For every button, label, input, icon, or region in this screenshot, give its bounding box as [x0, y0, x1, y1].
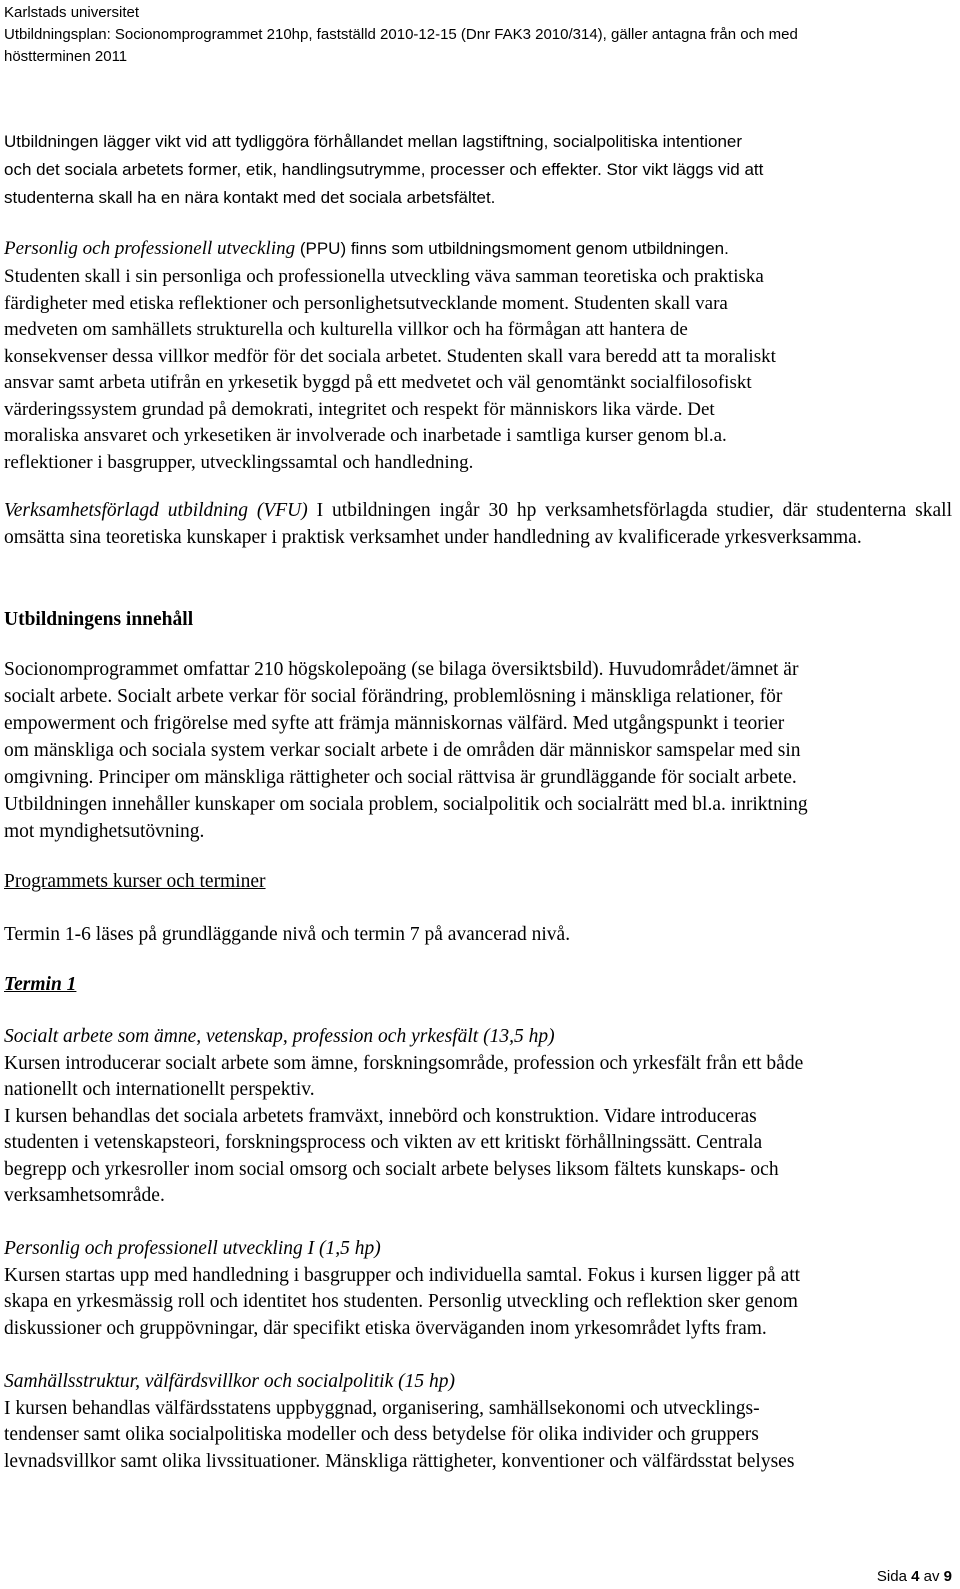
- ppu-line: konsekvenser dessa villkor medför för det sociala arbetet. Studenten skall vara beredd att ta moraliskt: [4, 345, 776, 367]
- intro-line: studenterna skall ha en nära kontakt med det sociala arbetsfältet.: [4, 188, 496, 207]
- ppu-line: moraliska ansvaret och yrkesetiken är involverade och inarbetade i samtliga kurser genom bl.a.: [4, 425, 727, 446]
- course-3-title: Samhällsstruktur, välfärdsvillkor och socialpolitik (15 hp): [4, 1371, 455, 1392]
- ppu-first-line-rest: (PPU) finns som utbildningsmoment genom utbildningen.: [295, 239, 729, 258]
- course-1-line: studenten i vetenskapsteori, forskningsprocess och vikten av ett kritiskt förhållningssätt. Centrala: [4, 1132, 763, 1153]
- ppu-line: reflektioner i basgrupper, utvecklingssamtal och handledning.: [4, 451, 474, 473]
- course-1-line: begrepp och yrkesroller inom social omsorg och socialt arbete belyses liksom fältets kunskaps- och: [4, 1158, 779, 1180]
- header-document-line-1: Utbildningsplan: Socionomprogrammet 210hp, fastställd 2010-12-15 (Dnr FAK3 2010/314), gäller antagna från och med: [4, 26, 798, 43]
- page-number-prefix: Sida: [876, 1568, 912, 1585]
- course-2-line: Kursen startas upp med handledning i basgrupper och individuella samtal. Fokus i kursen ligger på att: [4, 1264, 801, 1286]
- course-1-line: Kursen introducerar socialt arbete som ämne, forskningsområde, profession och yrkesfält från ett både: [4, 1052, 804, 1074]
- course-3: [4, 1369, 952, 1475]
- university-name: Karlstads universitet: [4, 4, 140, 21]
- ppu-line: värderingssystem grundad på demokrati, integritet och respekt för människors lika värde. Det: [4, 398, 715, 420]
- content-line: om mänskliga och sociala system verkar socialt arbete i de områden där människor samspelar med sin: [4, 740, 801, 761]
- levels-text: Termin 1-6 läses på grundläggande nivå och termin 7 på avancerad nivå.: [4, 924, 571, 945]
- content-line: omgivning. Principer om mänskliga rättigheter och social rättvisa är grundläggande för socialt arbete.: [4, 767, 797, 788]
- course-2-title: Personlig och professionell utveckling I (1,5 hp): [4, 1238, 381, 1259]
- page-footer: [877, 1568, 952, 1586]
- course-3-line: I kursen behandlas välfärdsstatens uppbyggnad, organisering, samhällsekonomi och utvecklings-: [4, 1397, 760, 1419]
- ppu-body: [4, 264, 952, 476]
- vfu-paragraph: [4, 498, 952, 551]
- course-1-line: I kursen behandlas det sociala arbetets framväxt, innebörd och konstruktion. Vidare introduceras: [4, 1105, 757, 1127]
- course-2-line: skapa en yrkesmässig roll och identitet hos studenten. Personlig utveckling och reflektion sker genom: [4, 1291, 798, 1312]
- page-number-middle: av: [919, 1568, 944, 1585]
- course-3-line: levnadsvillkor samt olika livssituationer. Mänskliga rättigheter, konventioner och välfärdsstat belyses: [4, 1450, 795, 1472]
- course-2-line: diskussioner och gruppövningar, där specifikt etiska överväganden inom yrkesområdet lyfts fram.: [4, 1317, 767, 1339]
- vfu-text: I utbildningen ingår 30 hp verksamhetsförlagda studier, där studenterna skall omsätta sina teoretiska kunskaper i praktisk verksamhet under handledning av kvalificerade yrkesverksamma.: [4, 500, 952, 548]
- courses-heading: Programmets kurser och terminer: [4, 871, 266, 892]
- content-heading: Utbildningens innehåll: [4, 609, 194, 630]
- ppu-line: medveten om samhällets strukturella och kulturella villkor och ha förmågan att hantera de: [4, 319, 688, 340]
- content-paragraph: [4, 656, 952, 845]
- ppu-first-line: [4, 235, 952, 263]
- vfu-title: Verksamhetsförlagd utbildning (VFU): [4, 500, 308, 521]
- header-document-line-2: höstterminen 2011: [4, 48, 128, 65]
- content-line: mot myndighetsutövning.: [4, 821, 205, 842]
- intro-line: Utbildningen lägger vikt vid att tydliggöra förhållandet mellan lagstiftning, socialpolitiska intentioner: [4, 132, 743, 151]
- course-1: [4, 1024, 952, 1210]
- ppu-line: Studenten skall i sin personliga och professionella utveckling väva samman teoretiska och praktiska: [4, 266, 764, 287]
- course-3-line: tendenser samt olika socialpolitiska modeller och dess betydelse för olika individer och gruppers: [4, 1424, 759, 1445]
- ppu-line: färdigheter med etiska reflektioner och personlighetsutvecklande moment. Studenten skall vara: [4, 292, 728, 314]
- ppu-paragraph: [4, 235, 952, 263]
- course-1-line: nationellt och internationellt perspektiv.: [4, 1079, 315, 1100]
- page-number: 4: [911, 1568, 920, 1585]
- course-1-line: verksamhetsområde.: [4, 1185, 165, 1206]
- content-line: socialt arbete. Socialt arbete verkar för social förändring, problemlösning i mänskliga relationer, för: [4, 686, 783, 707]
- ppu-line: ansvar samt arbeta utifrån en yrkesetik byggd på ett medvetet och väl genomtänkt socialfilosofiskt: [4, 372, 752, 393]
- course-2: [4, 1236, 952, 1342]
- page-header: [4, 2, 954, 68]
- course-1-title: Socialt arbete som ämne, vetenskap, profession och yrkesfält (13,5 hp): [4, 1026, 555, 1047]
- intro-paragraph: [4, 128, 952, 212]
- intro-line: och det sociala arbetets former, etik, handlingsutrymme, processer och effekter. Stor vikt läggs vid att: [4, 160, 764, 179]
- ppu-title: Personlig och professionell utveckling: [4, 238, 296, 259]
- content-line: Utbildningen innehåller kunskaper om sociala problem, socialpolitik och socialrätt med bl.a. inriktning: [4, 794, 808, 815]
- page-total: 9: [943, 1568, 952, 1585]
- content-line: Socionomprogrammet omfattar 210 högskolepoäng (se bilaga översiktsbild). Huvudområdet/ämnet är: [4, 659, 799, 680]
- content-line: empowerment och frigörelse med syfte att främja människornas välfärd. Med utgångspunkt i teorier: [4, 713, 785, 734]
- term-1-heading: Termin 1: [4, 974, 77, 995]
